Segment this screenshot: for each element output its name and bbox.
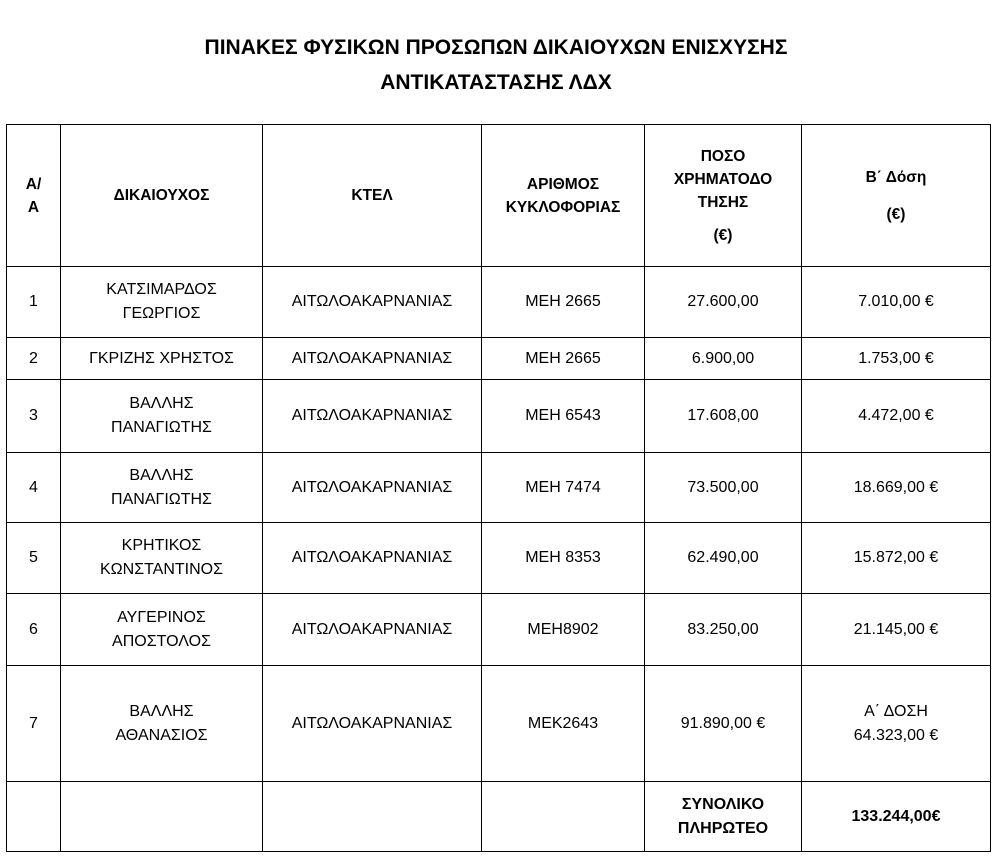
cell-ktel: ΑΙΤΩΛΟΑΚΑΡΝΑΝΙΑΣ — [263, 594, 482, 666]
cell-aa: 7 — [7, 666, 61, 782]
cell-dose: 21.145,00 € — [802, 594, 991, 666]
cell-plate: ΜΕΗ 8353 — [482, 523, 645, 594]
cell-amount: 73.500,00 — [645, 453, 802, 523]
cell-ktel: ΑΙΤΩΛΟΑΚΑΡΝΑΝΙΑΣ — [263, 338, 482, 380]
cell-amount: 83.250,00 — [645, 594, 802, 666]
cell-empty — [482, 782, 645, 852]
cell-ktel: ΑΙΤΩΛΟΑΚΑΡΝΑΝΙΑΣ — [263, 267, 482, 338]
document-title — [0, 30, 992, 100]
cell-plate: ΜΕΗ 6543 — [482, 380, 645, 453]
cell-dose: 1.753,00 € — [802, 338, 991, 380]
cell-empty — [263, 782, 482, 852]
table-row — [7, 523, 991, 594]
cell-aa: 2 — [7, 338, 61, 380]
cell-ktel: ΑΙΤΩΛΟΑΚΑΡΝΑΝΙΑΣ — [263, 666, 482, 782]
cell-beneficiary: ΓΚΡΙΖΗΣ ΧΡΗΣΤΟΣ — [61, 338, 263, 380]
cell-plate: ΜΕΗ 7474 — [482, 453, 645, 523]
cell-dose: 4.472,00 € — [802, 380, 991, 453]
cell-amount: 62.490,00 — [645, 523, 802, 594]
cell-empty — [7, 782, 61, 852]
header-dose: Β΄ Δόση (€) — [802, 125, 991, 267]
header-amount: ΠΟΣΟ ΧΡΗΜΑΤΟΔΟ ΤΗΣΗΣ (€) — [645, 125, 802, 267]
cell-amount: 27.600,00 — [645, 267, 802, 338]
cell-dose: Α΄ ΔΟΣΗ 64.323,00 € — [802, 666, 991, 782]
cell-beneficiary: ΒΑΛΛΗΣ ΑΘΑΝΑΣΙΟΣ — [61, 666, 263, 782]
cell-amount: 91.890,00 € — [645, 666, 802, 782]
header-aa: Α/ Α — [7, 125, 61, 267]
cell-amount: 6.900,00 — [645, 338, 802, 380]
cell-aa: 5 — [7, 523, 61, 594]
cell-aa: 6 — [7, 594, 61, 666]
table-row — [7, 594, 991, 666]
table-row — [7, 453, 991, 523]
cell-dose: 15.872,00 € — [802, 523, 991, 594]
table-row — [7, 267, 991, 338]
title-line-2: ΑΝΤΙΚΑΤΑΣΤΑΣΗΣ ΛΔΧ — [380, 71, 612, 94]
cell-aa: 3 — [7, 380, 61, 453]
total-value: 133.244,00€ — [802, 782, 991, 852]
cell-ktel: ΑΙΤΩΛΟΑΚΑΡΝΑΝΙΑΣ — [263, 380, 482, 453]
header-ktel: ΚΤΕΛ — [263, 125, 482, 267]
cell-beneficiary: ΑΥΓΕΡΙΝΟΣ ΑΠΟΣΤΟΛΟΣ — [61, 594, 263, 666]
cell-beneficiary: ΚΡΗΤΙΚΟΣ ΚΩΝΣΤΑΝΤΙΝΟΣ — [61, 523, 263, 594]
cell-plate: ΜΕΚ2643 — [482, 666, 645, 782]
table-row — [7, 338, 991, 380]
cell-ktel: ΑΙΤΩΛΟΑΚΑΡΝΑΝΙΑΣ — [263, 453, 482, 523]
table-row — [7, 380, 991, 453]
cell-beneficiary: ΚΑΤΣΙΜΑΡΔΟΣ ΓΕΩΡΓΙΟΣ — [61, 267, 263, 338]
header-beneficiary: ΔΙΚΑΙΟΥΧΟΣ — [61, 125, 263, 267]
cell-dose: 7.010,00 € — [802, 267, 991, 338]
cell-aa: 4 — [7, 453, 61, 523]
cell-empty — [61, 782, 263, 852]
cell-aa: 1 — [7, 267, 61, 338]
header-plate: ΑΡΙΘΜΟΣ ΚΥΚΛΟΦΟΡΙΑΣ — [482, 125, 645, 267]
cell-dose: 18.669,00 € — [802, 453, 991, 523]
cell-amount: 17.608,00 — [645, 380, 802, 453]
total-label: ΣΥΝΟΛΙΚΟ ΠΛΗΡΩΤΕΟ — [645, 782, 802, 852]
cell-beneficiary: ΒΑΛΛΗΣ ΠΑΝΑΓΙΩΤΗΣ — [61, 380, 263, 453]
table-total-row — [7, 782, 991, 852]
cell-ktel: ΑΙΤΩΛΟΑΚΑΡΝΑΝΙΑΣ — [263, 523, 482, 594]
beneficiaries-table — [6, 124, 991, 852]
cell-beneficiary: ΒΑΛΛΗΣ ΠΑΝΑΓΙΩΤΗΣ — [61, 453, 263, 523]
cell-plate: ΜΕΗ8902 — [482, 594, 645, 666]
title-line-1: ΠΙΝΑΚΕΣ ΦΥΣΙΚΩΝ ΠΡΟΣΩΠΩΝ ΔΙΚΑΙΟΥΧΩΝ ΕΝΙΣΧΥΣΗΣ — [204, 36, 788, 59]
table-header-row — [7, 125, 991, 267]
cell-plate: ΜΕΗ 2665 — [482, 338, 645, 380]
cell-plate: ΜΕΗ 2665 — [482, 267, 645, 338]
table-row — [7, 666, 991, 782]
